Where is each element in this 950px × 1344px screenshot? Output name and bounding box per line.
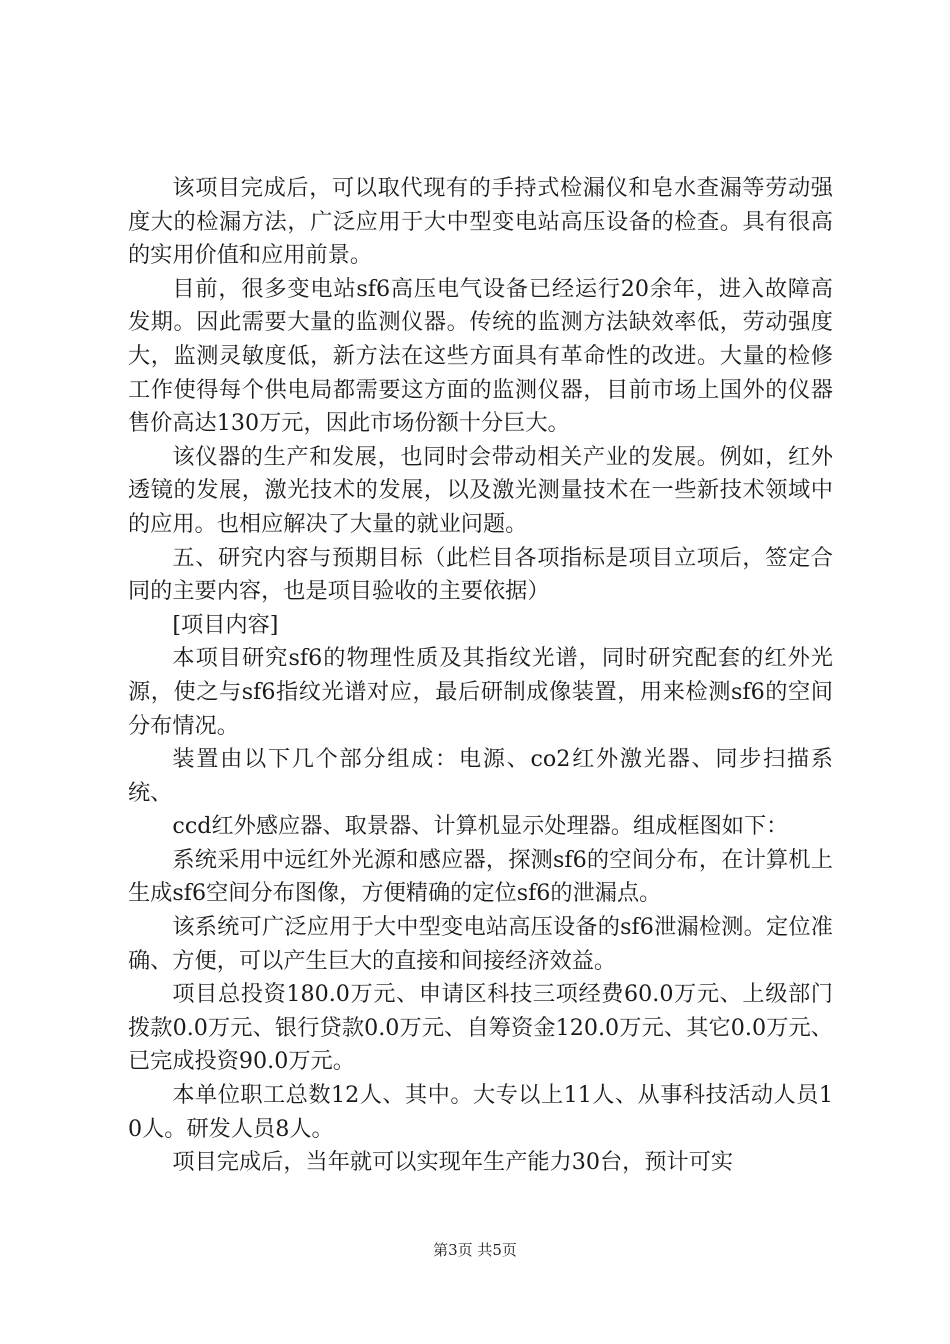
section-heading-research-content: 五、研究内容与预期目标（此栏目各项指标是项目立项后，签定合同的主要内容，也是项目验收的主要依据） xyxy=(128,544,833,605)
paragraph-capacity: 项目完成后，当年就可以实现年生产能力30台，预计可实 xyxy=(172,1149,734,1176)
paragraph-2: 目前，很多变电站sf6高压电气设备已经运行20余年，进入故障高发期。因此需要大量的监测仪器。传统的监测方法缺效率低，劳动强度大，监测灵敏度低，新方法在这些方面具有革命性的改进。大量的检修工作使得每个供电局都需要这方面的监测仪器，目前市场上国外的仪器售价高达130万元，因此市场份额十分巨大。 xyxy=(128,275,833,437)
paragraph-investment: 项目总投资180.0万元、申请区科技三项经费60.0万元、上级部门拨款0.0万元、银行贷款0.0万元、自筹资金120.0万元、其它0.0万元、已完成投资90.0万元。 xyxy=(128,981,833,1075)
document-body xyxy=(128,172,833,1180)
paragraph-9: 系统采用中远红外光源和感应器，探测sf6的空间分布，在计算机上生成sf6空间分布图像，方便精确的定位sf6的泄漏点。 xyxy=(128,846,833,907)
paragraph-10: 该系统可广泛应用于大中型变电站高压设备的sf6泄漏检测。定位准确、方便，可以产生巨大的直接和间接经济效益。 xyxy=(128,914,833,974)
page-number-footer: 第3页 共5页 xyxy=(433,1241,517,1259)
paragraph-1: 该项目完成后，可以取代现有的手持式检漏仪和皂水查漏等劳动强度大的检漏方法，广泛应用于大中型变电站高压设备的检查。具有很高的实用价值和应用前景。 xyxy=(128,175,833,269)
paragraph-8: ccd红外感应器、取景器、计算机显示处理器。组成框图如下： xyxy=(172,813,789,840)
subsection-label-project-content: [项目内容] xyxy=(172,611,279,638)
paragraph-6: 本项目研究sf6的物理性质及其指纹光谱，同时研究配套的红外光源，使之与sf6指纹光谱对应，最后研制成像装置，用来检测sf6的空间分布情况。 xyxy=(128,645,833,739)
paragraph-3: 该仪器的生产和发展，也同时会带动相关产业的发展。例如，红外透镜的发展，激光技术的发展，以及激光测量技术在一些新技术领域中的应用。也相应解决了大量的就业问题。 xyxy=(128,443,833,537)
paragraph-staff: 本单位职工总数12人、其中。大专以上11人、从事科技活动人员10人。研发人员8人。 xyxy=(128,1082,833,1142)
paragraph-7: 装置由以下几个部分组成：电源、co2红外激光器、同步扫描系统、 xyxy=(128,746,833,806)
